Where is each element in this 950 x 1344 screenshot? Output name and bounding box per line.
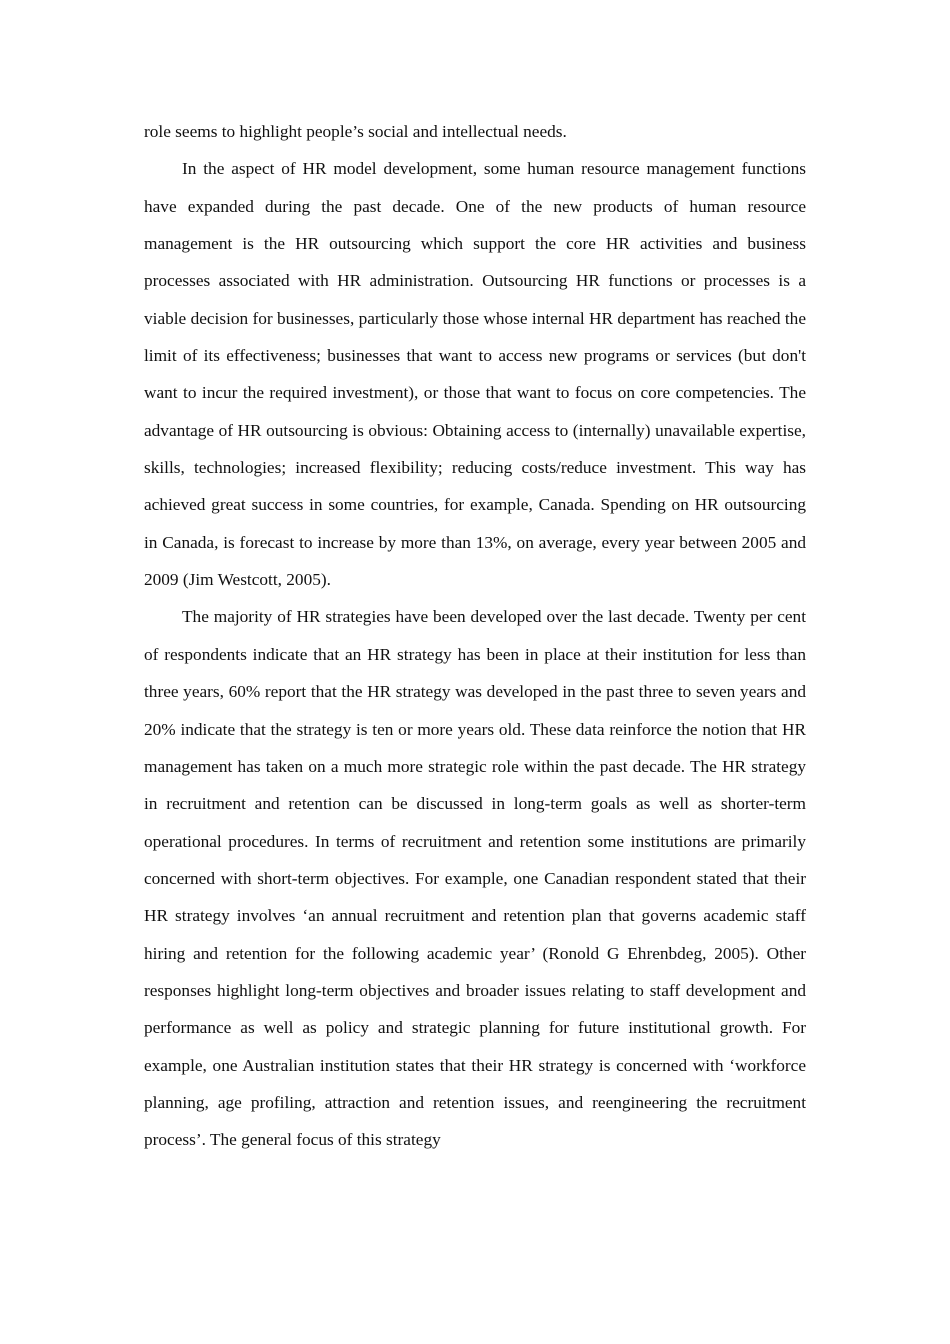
paragraph-hr-strategies: The majority of HR strategies have been developed over the last decade. Twenty per cent of respondents indicate that an HR strategy has been in place at their institution for less than three years, 60% report that the HR strategy was developed in the past three to seven years and 20% indicate that the strategy is ten or more years old. These data reinforce the notion that HR management has taken on a much more strategic role within the past decade. The HR strategy in recruitment and retention can be discussed in long-term goals as well as shorter-term operational procedures. In terms of recruitment and retention some institutions are primarily concerned with short-term objectives. For example, one Canadian respondent stated that their HR strategy involves ‘an annual recruitment and retention plan that governs academic staff hiring and retention for the following academic year’ (Ronold G Ehrenbdeg, 2005). Other responses highlight long-term objectives and broader issues relating to staff development and performance as well as policy and strategic planning for future institutional growth. For example, one Australian institution states that their HR strategy is concerned with ‘workforce planning, age profiling, attraction and retention issues, and reengineering the recruitment process’. The general focus of this strategy	[144, 607, 806, 1150]
paragraph-continued: role seems to highlight people’s social and intellectual needs.	[144, 122, 567, 141]
document-page	[144, 113, 806, 1159]
paragraph-hr-outsourcing: In the aspect of HR model development, some human resource management functions have expanded during the past decade. One of the new products of human resource management is the HR outsourcing which support the core HR activities and business processes associated with HR administration. Outsourcing HR functions or processes is a viable decision for businesses, particularly those whose internal HR department has reached the limit of its effectiveness; businesses that want to access new programs or services (but don't want to incur the required investment), or those that want to focus on core competencies. The advantage of HR outsourcing is obvious: Obtaining access to (internally) unavailable expertise, skills, technologies; increased flexibility; reducing costs/reduce investment. This way has achieved great success in some countries, for example, Canada. Spending on HR outsourcing in Canada, is forecast to increase by more than 13%, on average, every year between 2005 and 2009 (Jim Westcott, 2005).	[144, 159, 806, 590]
